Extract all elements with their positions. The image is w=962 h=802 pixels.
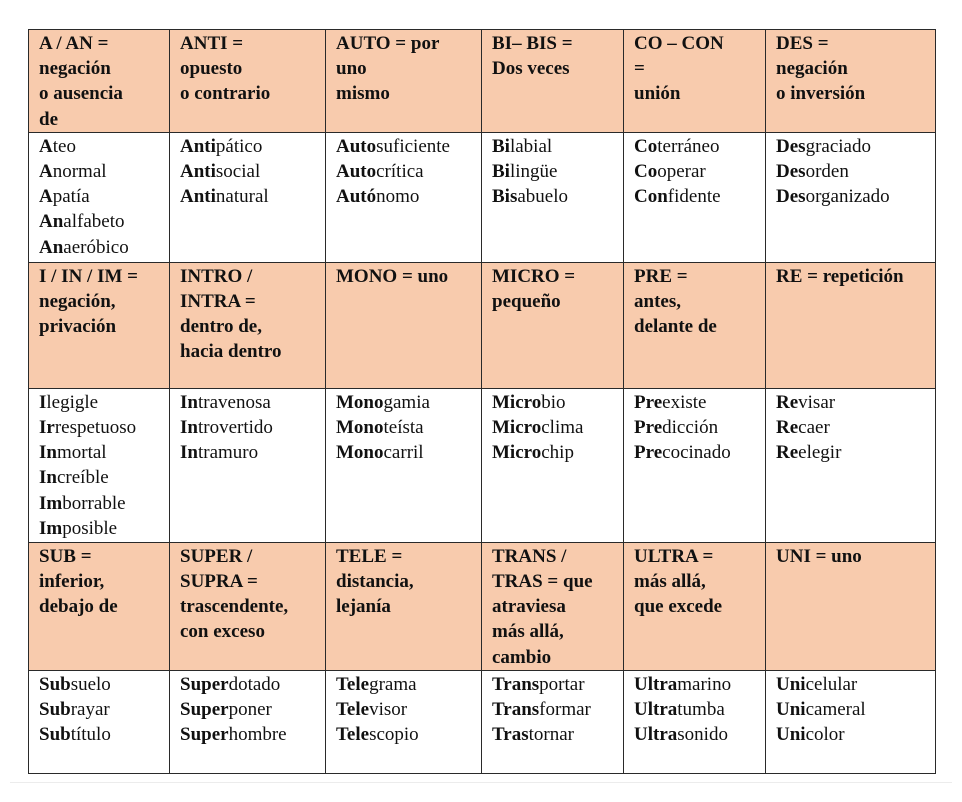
example-prefix: Pre bbox=[634, 417, 663, 439]
examples-cell bbox=[170, 670, 326, 773]
example-root: existe bbox=[662, 391, 707, 413]
example-root: trovertido bbox=[197, 417, 273, 439]
example-word bbox=[776, 672, 931, 697]
example-root: carril bbox=[383, 442, 424, 464]
prefix-definition-cell bbox=[170, 262, 326, 388]
prefix-definition-cell bbox=[482, 542, 624, 670]
prefix-definition: MICRO = pequeño bbox=[492, 265, 576, 313]
examples-cell bbox=[29, 132, 170, 262]
example-root: marino bbox=[677, 673, 732, 695]
example-word bbox=[336, 415, 477, 440]
prefix-definition: AUTO = por uno mismo bbox=[336, 33, 440, 105]
prefix-header-row bbox=[29, 542, 936, 670]
example-root: hombre bbox=[228, 724, 287, 746]
example-prefix: Auto bbox=[336, 135, 377, 157]
prefix-definition-cell bbox=[624, 542, 766, 670]
prefix-definition-cell bbox=[29, 30, 170, 133]
example-word bbox=[39, 184, 165, 209]
prefix-definition-cell bbox=[766, 30, 936, 133]
prefix-definition-cell bbox=[326, 30, 482, 133]
example-root: teísta bbox=[383, 417, 424, 439]
example-prefix: Micro bbox=[492, 417, 542, 439]
example-word bbox=[492, 697, 619, 722]
page-bottom-rule bbox=[10, 782, 952, 783]
example-prefix: Co bbox=[634, 161, 658, 183]
prefix-definition: BI– BIS = Dos veces bbox=[492, 33, 573, 80]
example-word bbox=[39, 465, 165, 490]
example-prefix: Micro bbox=[492, 442, 542, 464]
example-prefix: Super bbox=[180, 699, 229, 721]
example-word bbox=[776, 722, 931, 747]
example-prefix: Re bbox=[776, 391, 799, 413]
example-root: bio bbox=[541, 391, 566, 413]
example-prefix: Autó bbox=[336, 186, 377, 208]
example-root: social bbox=[215, 161, 261, 183]
example-root: lingüe bbox=[509, 161, 558, 183]
prefix-definition: INTRO / INTRA = dentro de, hacia dentro bbox=[180, 265, 282, 363]
example-word bbox=[492, 159, 619, 184]
example-word bbox=[634, 159, 761, 184]
example-prefix: Anti bbox=[180, 161, 216, 183]
example-root: pático bbox=[215, 135, 263, 157]
example-root: operar bbox=[657, 161, 706, 183]
example-word bbox=[492, 184, 619, 209]
example-word bbox=[634, 440, 761, 465]
example-prefix: Ir bbox=[39, 417, 55, 439]
prefix-header-row bbox=[29, 30, 936, 133]
example-root: aeróbico bbox=[63, 236, 129, 258]
example-root: rayar bbox=[70, 699, 110, 721]
example-word bbox=[776, 440, 931, 465]
example-root: celular bbox=[805, 673, 858, 695]
example-root: grama bbox=[369, 673, 417, 695]
example-prefix: Mono bbox=[336, 442, 384, 464]
example-word bbox=[776, 415, 931, 440]
example-prefix: Sub bbox=[39, 724, 71, 746]
example-word bbox=[39, 134, 165, 159]
prefix-definition: I / IN / IM = negación, privación bbox=[39, 265, 138, 338]
example-root: caer bbox=[798, 417, 830, 439]
example-root: portar bbox=[539, 673, 585, 695]
prefix-definition-cell bbox=[29, 262, 170, 388]
example-prefix: Uni bbox=[776, 699, 806, 721]
examples-cell bbox=[170, 388, 326, 542]
prefix-definition: A / AN = negación o ausencia de bbox=[39, 33, 123, 130]
example-word bbox=[39, 491, 165, 516]
example-word bbox=[634, 134, 761, 159]
example-word bbox=[39, 440, 165, 465]
example-prefix: Con bbox=[634, 186, 668, 208]
example-prefix: Super bbox=[180, 673, 229, 695]
example-word bbox=[776, 134, 931, 159]
example-root: visor bbox=[369, 699, 408, 721]
example-prefix: Mono bbox=[336, 391, 384, 413]
example-root: gamia bbox=[383, 391, 430, 413]
example-word bbox=[336, 134, 477, 159]
example-word bbox=[634, 697, 761, 722]
example-prefix: In bbox=[180, 391, 198, 413]
example-root: elegir bbox=[798, 442, 842, 464]
example-prefix: Ultra bbox=[634, 699, 678, 721]
prefix-definition-cell bbox=[624, 30, 766, 133]
example-word bbox=[492, 722, 619, 747]
example-word bbox=[39, 390, 165, 415]
example-prefix: A bbox=[39, 161, 53, 183]
example-prefix: Im bbox=[39, 492, 63, 514]
example-root: clima bbox=[541, 417, 584, 439]
example-root: tumba bbox=[677, 699, 725, 721]
example-root: organizado bbox=[805, 186, 890, 208]
examples-cell bbox=[170, 132, 326, 262]
example-prefix: Tele bbox=[336, 724, 370, 746]
example-word bbox=[180, 134, 321, 159]
example-root: color bbox=[805, 724, 845, 746]
example-prefix: Ultra bbox=[634, 724, 678, 746]
example-root: cameral bbox=[805, 699, 866, 721]
example-word bbox=[634, 390, 761, 415]
example-root: scopio bbox=[369, 724, 419, 746]
example-root: patía bbox=[52, 186, 90, 208]
example-word bbox=[180, 672, 321, 697]
examples-cell bbox=[29, 670, 170, 773]
example-root: poner bbox=[228, 699, 272, 721]
example-prefix: An bbox=[39, 236, 64, 258]
example-word bbox=[180, 440, 321, 465]
example-root: legigle bbox=[46, 391, 99, 413]
examples-cell bbox=[624, 132, 766, 262]
example-prefix: Sub bbox=[39, 673, 71, 695]
examples-cell bbox=[624, 670, 766, 773]
example-prefix: In bbox=[39, 467, 57, 489]
example-word bbox=[336, 390, 477, 415]
example-word bbox=[39, 209, 165, 234]
example-word bbox=[336, 184, 477, 209]
examples-cell bbox=[482, 132, 624, 262]
prefix-definition-cell bbox=[482, 262, 624, 388]
example-root: alfabeto bbox=[63, 211, 125, 233]
example-word bbox=[634, 415, 761, 440]
example-word bbox=[336, 440, 477, 465]
example-root: suelo bbox=[70, 673, 111, 695]
example-prefix: Tras bbox=[492, 724, 529, 746]
example-root: graciado bbox=[805, 135, 871, 157]
examples-cell bbox=[624, 388, 766, 542]
examples-cell bbox=[29, 388, 170, 542]
example-prefix: Bis bbox=[492, 186, 518, 208]
example-prefix: Micro bbox=[492, 391, 542, 413]
prefix-definition-cell bbox=[326, 262, 482, 388]
example-word bbox=[180, 159, 321, 184]
prefix-header-row bbox=[29, 262, 936, 388]
example-root: visar bbox=[798, 391, 836, 413]
example-root: abuelo bbox=[517, 186, 569, 208]
example-prefix: Tele bbox=[336, 699, 370, 721]
example-prefix: Im bbox=[39, 517, 63, 539]
prefix-definition: CO – CON = unión bbox=[634, 33, 724, 105]
example-root: dicción bbox=[662, 417, 719, 439]
example-word bbox=[180, 697, 321, 722]
example-prefix: A bbox=[39, 186, 53, 208]
example-prefix: A bbox=[39, 135, 53, 157]
example-word bbox=[180, 390, 321, 415]
example-prefix: Bi bbox=[492, 161, 510, 183]
example-root: mortal bbox=[56, 442, 107, 464]
example-word bbox=[776, 390, 931, 415]
example-root: borrable bbox=[62, 492, 126, 514]
example-root: tornar bbox=[528, 724, 574, 746]
example-root: fidente bbox=[667, 186, 721, 208]
example-root: teo bbox=[52, 135, 76, 157]
example-root: orden bbox=[805, 161, 849, 183]
example-root: título bbox=[70, 724, 111, 746]
examples-cell bbox=[482, 388, 624, 542]
example-root: posible bbox=[62, 517, 118, 539]
examples-cell bbox=[326, 132, 482, 262]
example-word bbox=[39, 672, 165, 697]
example-word bbox=[492, 440, 619, 465]
example-root: crítica bbox=[376, 161, 424, 183]
example-root: normal bbox=[52, 161, 107, 183]
prefix-definition: MONO = uno bbox=[336, 265, 449, 287]
example-root: nomo bbox=[376, 186, 420, 208]
examples-row bbox=[29, 132, 936, 262]
example-word bbox=[776, 184, 931, 209]
example-prefix: Trans bbox=[492, 673, 540, 695]
example-word bbox=[492, 390, 619, 415]
example-root: formar bbox=[539, 699, 591, 721]
example-prefix: An bbox=[39, 211, 64, 233]
example-word bbox=[336, 697, 477, 722]
prefix-definition: ANTI = opuesto o contrario bbox=[180, 33, 271, 105]
prefix-definition-cell bbox=[29, 542, 170, 670]
example-prefix: I bbox=[39, 391, 47, 413]
example-root: labial bbox=[509, 135, 553, 157]
example-prefix: Mono bbox=[336, 417, 384, 439]
example-word bbox=[39, 722, 165, 747]
example-prefix: Anti bbox=[180, 186, 216, 208]
prefix-definition: PRE = antes, delante de bbox=[634, 265, 717, 338]
examples-cell bbox=[326, 670, 482, 773]
example-prefix: Des bbox=[776, 161, 806, 183]
examples-cell bbox=[766, 132, 936, 262]
example-root: tramuro bbox=[197, 442, 259, 464]
prefix-definition-cell bbox=[170, 542, 326, 670]
example-word bbox=[180, 184, 321, 209]
example-prefix: Re bbox=[776, 417, 799, 439]
example-prefix: In bbox=[180, 417, 198, 439]
prefix-table bbox=[28, 29, 936, 774]
example-word bbox=[180, 415, 321, 440]
example-root: respetuoso bbox=[54, 417, 137, 439]
example-word bbox=[336, 159, 477, 184]
prefix-definition-cell bbox=[482, 30, 624, 133]
example-prefix: Sub bbox=[39, 699, 71, 721]
example-word bbox=[336, 722, 477, 747]
examples-cell bbox=[766, 388, 936, 542]
example-root: terráneo bbox=[657, 135, 720, 157]
example-prefix: Pre bbox=[634, 391, 663, 413]
example-root: natural bbox=[215, 186, 269, 208]
example-prefix: Auto bbox=[336, 161, 377, 183]
example-prefix: In bbox=[180, 442, 198, 464]
example-prefix: Super bbox=[180, 724, 229, 746]
example-root: sonido bbox=[677, 724, 728, 746]
prefix-definition-cell bbox=[766, 262, 936, 388]
prefix-definition-cell bbox=[624, 262, 766, 388]
example-word bbox=[39, 516, 165, 541]
prefix-definition-cell bbox=[326, 542, 482, 670]
prefix-definition: TRANS / TRAS = que atraviesa más allá, cambio bbox=[492, 545, 593, 668]
example-prefix: In bbox=[39, 442, 57, 464]
example-prefix: Co bbox=[634, 135, 658, 157]
example-word bbox=[39, 159, 165, 184]
prefix-definition: SUB = inferior, debajo de bbox=[39, 545, 118, 618]
prefix-definition: DES = negación o inversión bbox=[776, 33, 866, 105]
example-word bbox=[39, 697, 165, 722]
example-prefix: Anti bbox=[180, 135, 216, 157]
example-prefix: Uni bbox=[776, 673, 806, 695]
examples-row bbox=[29, 388, 936, 542]
example-prefix: Ultra bbox=[634, 673, 678, 695]
example-root: chip bbox=[541, 442, 574, 464]
examples-row bbox=[29, 670, 936, 773]
example-word bbox=[492, 672, 619, 697]
prefix-definition: ULTRA = más allá, que excede bbox=[634, 545, 723, 618]
example-word bbox=[39, 235, 165, 260]
example-root: dotado bbox=[228, 673, 281, 695]
prefix-definition: UNI = uno bbox=[776, 545, 862, 567]
example-word bbox=[776, 697, 931, 722]
example-root: suficiente bbox=[376, 135, 450, 157]
prefix-definition-cell bbox=[170, 30, 326, 133]
example-word bbox=[634, 672, 761, 697]
example-prefix: Tele bbox=[336, 673, 370, 695]
example-root: cocinado bbox=[662, 442, 731, 464]
example-prefix: Des bbox=[776, 135, 806, 157]
example-prefix: Des bbox=[776, 186, 806, 208]
example-prefix: Uni bbox=[776, 724, 806, 746]
example-root: travenosa bbox=[197, 391, 271, 413]
example-prefix: Bi bbox=[492, 135, 510, 157]
prefix-definition-cell bbox=[766, 542, 936, 670]
example-root: creíble bbox=[56, 467, 109, 489]
example-word bbox=[180, 722, 321, 747]
example-word bbox=[492, 415, 619, 440]
example-word bbox=[492, 134, 619, 159]
example-word bbox=[336, 672, 477, 697]
examples-cell bbox=[766, 670, 936, 773]
example-word bbox=[634, 184, 761, 209]
example-word bbox=[634, 722, 761, 747]
prefix-definition: RE = repetición bbox=[776, 265, 904, 287]
prefix-definition: TELE = distancia, lejanía bbox=[336, 545, 414, 618]
example-prefix: Pre bbox=[634, 442, 663, 464]
examples-cell bbox=[326, 388, 482, 542]
examples-cell bbox=[482, 670, 624, 773]
example-prefix: Trans bbox=[492, 699, 540, 721]
example-word bbox=[39, 415, 165, 440]
prefix-definition: SUPER / SUPRA = trascendente, con exceso bbox=[180, 545, 289, 643]
example-word bbox=[776, 159, 931, 184]
example-prefix: Re bbox=[776, 442, 799, 464]
